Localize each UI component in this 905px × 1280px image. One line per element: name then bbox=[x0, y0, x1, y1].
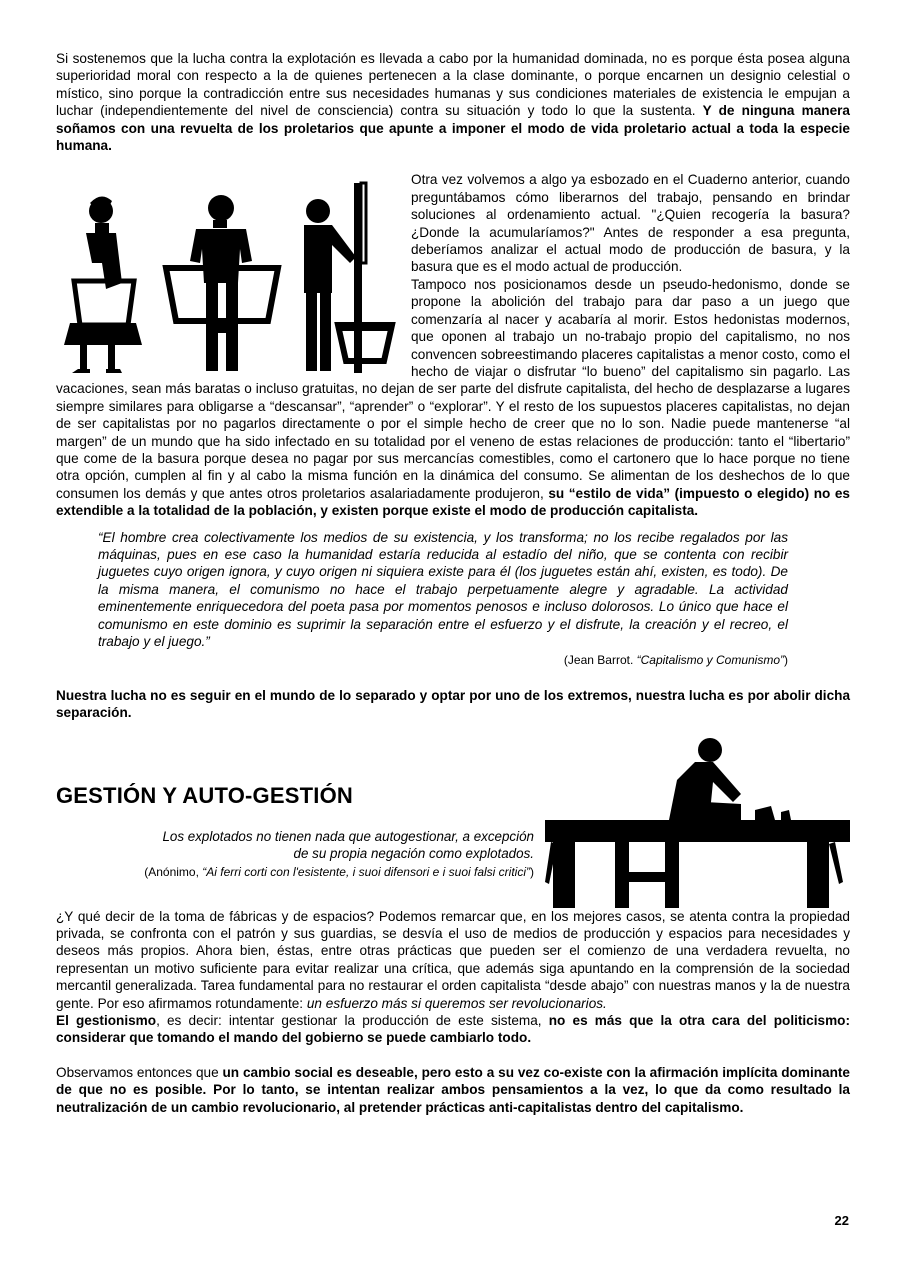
page-number: 22 bbox=[834, 1213, 849, 1228]
section-gestion bbox=[56, 722, 850, 902]
paragraph-bold-text: El gestionismo bbox=[56, 1013, 157, 1029]
paragraph-separacion bbox=[56, 687, 850, 722]
paragraph-explotacion bbox=[56, 50, 850, 154]
epigraph-author: (Anónimo, bbox=[144, 864, 203, 879]
paragraph-toma-fabricas bbox=[56, 908, 850, 1012]
epigraph-line: de su propia negación como explotados. bbox=[293, 845, 534, 861]
paragraph-text: Tampoco nos posicionamos desde un pseudo-hedonismo, donde se propone la abolición del trabajo para dar paso a un juego que comenzaría al nacer y acabaría al morir. Estos hedonistas modernos, que oponen al trabajo un no-trabajo propio del capitalismo, no nos convencen sobreestimando placeres capitalistas a menor costo, como el hecho de viajar o disfrutar “lo bueno” del capitalismo sin pagarlo. Las vacaciones, sean más baratas o incluso gratuitas, no dejan de ser parte del disfrute capitalista, del hecho de desplazarse a lugares siempre similares para obligarse a “descansar”, “aprender” o “explorar”. Y el resto de los supuestos placeres capitalistas, no dejan de ser capitalistas por no pagarlos directamente o por el simple hecho de creer que no lo son. Nadie puede mantenerse “al margen” de un mundo que ha sido infectado en su totalidad por el veneno de estas relaciones de producción: tanto el “libertario” que come de la basura porque desea no pagar por sus mercancías comestibles, como el cartonero que lo hace porque no tiene otra opción, cumplen al fin y al cabo la misma función en la dinámica del consumo. Se alimentan de los deshechos de lo que consumen los demás y que antes otros proletarios asalariadamente produjeron, bbox=[56, 276, 850, 501]
paragraph-bold-text: Y de ninguna manera soñamos con una revuelta de los proletarios que apunte a imponer el modo de vida proletario actual a toda la especie humana. bbox=[56, 103, 850, 154]
quote-author: (Jean Barrot. bbox=[563, 653, 637, 668]
paragraph-bold-text: no es más que la otra cara del politicismo: considerar que tomando el mando del gobierno se puede cambiarlo todo. bbox=[56, 1013, 850, 1046]
workers-illustration bbox=[56, 173, 401, 373]
paragraph-cambio-social bbox=[56, 1064, 850, 1116]
paragraph-italic-text: un esfuerzo más si queremos ser revolucionarios. bbox=[306, 995, 607, 1011]
paragraph-text: , es decir: intentar gestionar la producción de este sistema, bbox=[156, 1013, 549, 1029]
epigraph-source bbox=[56, 864, 534, 881]
section-title: GESTIÓN Y AUTO-GESTIÓN bbox=[56, 782, 353, 808]
carpenter-illustration bbox=[545, 732, 850, 910]
paragraph-bold-text: Nuestra lucha no es seguir en el mundo de lo separado y optar por uno de los extremos, nuestra lucha es por abolir dicha separación. bbox=[56, 687, 850, 721]
epigraph-line: Los explotados no tienen nada que autogestionar, a excepción bbox=[162, 828, 534, 844]
epigraph-title: “Ai ferri corti con l'esistente, i suoi difensori e i suoi falsi critici” bbox=[202, 864, 530, 879]
quote-title: “Capitalismo y Comunismo” bbox=[636, 653, 784, 668]
quote-source bbox=[56, 652, 788, 669]
paragraph-bold-text: un cambio social es deseable, pero esto a su vez co-existe con la afirmación implícita dominante de que no es posible. Por lo tanto, se intentan realizar ambos pensamientos a la vez, lo que da como resultado la neutralización de un cambio revolucionario, al pretender prácticas anti-capitalistas dentro del capitalismo. bbox=[56, 1064, 850, 1115]
paragraph-basura: Otra vez volvemos a algo ya esbozado en el Cuaderno anterior, cuando preguntábamos cómo liberarnos del trabajo, pensando en brindar soluciones al ordenamiento actual. "¿Quien recogería la basura? ¿Donde la acumularíamos?" Antes de responder a esa pregunta, deberíamos analizar el actual modo de producción de basura, y la basura que es el modo actual de producción. bbox=[411, 172, 850, 275]
paragraph-text: Si sostenemos que la lucha contra la explotación es llevada a cabo por la humanidad dominada, no es porque ésta posea alguna superioridad moral con respecto a la de quienes pertenecen a la clase dominante, o porque encarnen un designio celestial o místico, sino porque la contradicción entre sus necesidades humanas y sus condiciones materiales de existencia le empujan a luchar (independientemente del nivel de consciencia) contra su situación y todo lo que la sustenta. bbox=[56, 51, 850, 119]
paragraph-bold-text: su “estilo de vida” (impuesto o elegido) no es extendible a la totalidad de la población, y existen porque existe el modo de producción capitalista. bbox=[56, 485, 850, 519]
blockquote-barrot: “El hombre crea colectivamente los medios de su existencia, y los transforma; no los recibe regalados por las máquinas, pues en ese caso la humanidad estaría reducida al estadío del niño, que se contenta con recibir juguetes cuyo origen ignora, y cuyo origen ni siquiera existe para él (los juguetes están ahí, existen, es todo). De la misma manera, el comunismo no hace el trabajo perpetuamente alegre y agradable. La actividad eminentemente enriquecedora del poeta pasa por momentos penosos e incluso dolorosos. Lo único que hace el comunismo en este dominio es suprimir la separación entre el esfuerzo y el disfrute, la creación y el recreo, el trabajo y el juego.” bbox=[98, 529, 788, 649]
quote-close: ) bbox=[784, 653, 788, 668]
paragraph-text: ¿Y qué decir de la toma de fábricas y de espacios? Podemos remarcar que, en los mejores casos, se atenta contra la propiedad privada, se confronta con el patrón y sus guardias, se desvía el uso de medios de producción y espacios para necesidades y deseos más propios. Ahora bien, éstas, entre otras prácticas que pueden ser el comienzo de una verdadera revuelta, no representan un motivo suficiente para evitar realizar una crítica, que además siga apuntando en la comprensión de la sociedad mercantil generalizada. Tarea fundamental para no restaurar el orden capitalista “desde abajo” con nuestras manos y la de nuestra gente. Por eso afirmamos rotundamente: bbox=[56, 908, 850, 1011]
paragraph-gestionismo bbox=[56, 1012, 850, 1047]
epigraph-close: ) bbox=[530, 864, 534, 879]
epigraph bbox=[56, 828, 534, 862]
paragraph-text: Observamos entonces que bbox=[56, 1064, 223, 1080]
page-body bbox=[56, 50, 850, 1116]
